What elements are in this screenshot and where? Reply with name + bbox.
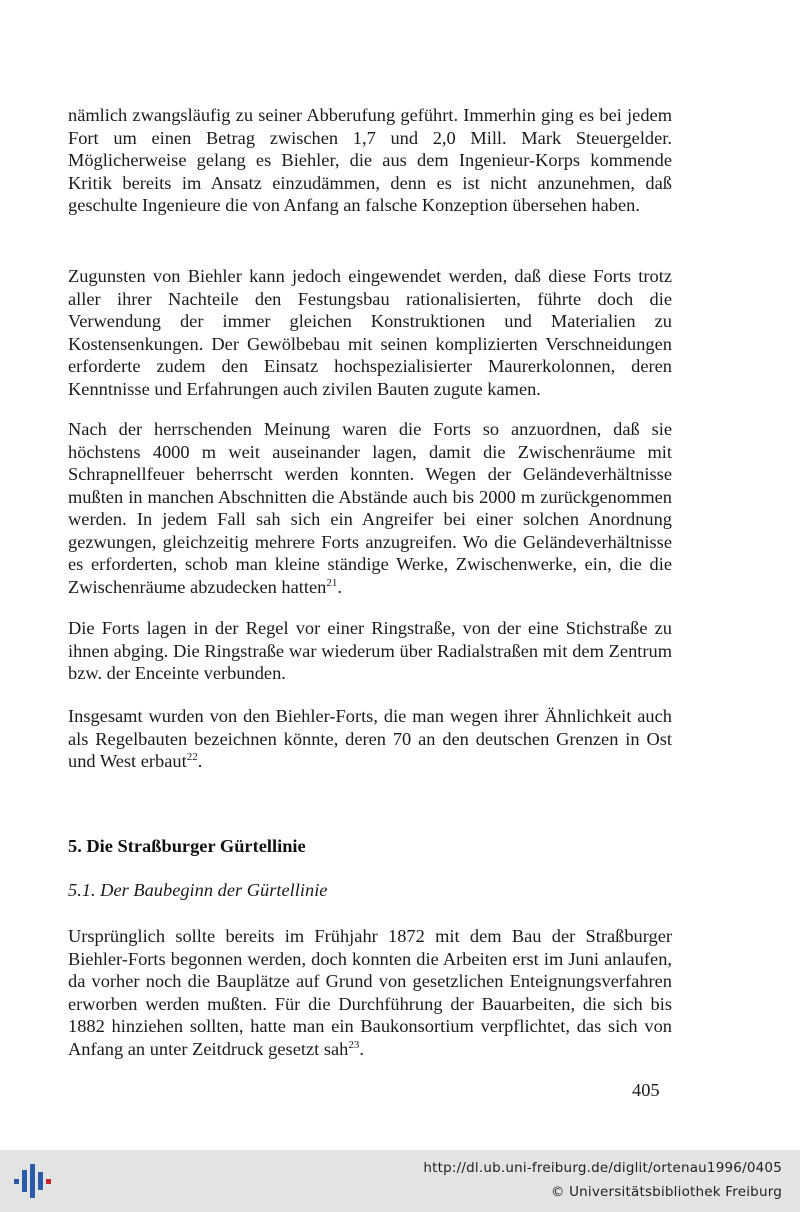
paragraph-text: nämlich zwangsläufig zu seiner Abberufung geführt. Immerhin ging es bei jedem Fort um einen Betrag zwischen 1,7 und 2,0 Mill. Mark Steuergelder. Möglicherweise gelang es Biehler, die aus dem Ingenieur-Korps kommende Kritik bereits im Ansatz einzudämmen, denn es ist nicht anzunehmen, daß geschulte Ingenieure die von Anfang an falsche Konzeption übersehen haben. — [68, 105, 672, 215]
paragraph-tail: . — [359, 1038, 364, 1059]
document-url-link[interactable]: http://dl.ub.uni-freiburg.de/diglit/ortenau1996/0405 — [423, 1160, 782, 1176]
paragraph-1 — [68, 104, 672, 217]
paragraph-4 — [68, 617, 672, 685]
paragraph-3 — [68, 418, 672, 598]
paragraph-text: Zugunsten von Biehler kann jedoch eingewendet werden, daß diese Forts trotz aller ihrer Nachteile den Festungsbau rationalisierten, führte doch die Verwendung der immer gleichen Konstruktionen und Materialien zu Kostensenkungen. Der Gewölbebau mit seinen komplizierten Verschneidungen erforderte zudem den Einsatz hochspezialisierter Maurerkolonnen, deren Kenntnisse und Erfahrungen auch zivilen Bauten zugute kamen. — [68, 266, 672, 399]
copyright-notice: © Universitätsbibliothek Freiburg — [550, 1184, 782, 1200]
paragraph-2 — [68, 265, 672, 400]
subsection-heading: 5.1. Der Baubeginn der Gürtellinie — [68, 880, 328, 900]
section-heading: 5. Die Straßburger Gürtellinie — [68, 836, 306, 856]
digital-library-footer — [0, 1150, 800, 1212]
paragraph-text: Die Forts lagen in der Regel vor einer Ringstraße, von der eine Stichstraße zu ihnen abging. Die Ringstraße war wiederum über Radialstraßen mit dem Zentrum bzw. der Enceinte verbunden. — [68, 618, 672, 683]
paragraph-5 — [68, 705, 672, 773]
paragraph-text: Ursprünglich sollte bereits im Frühjahr 1872 mit dem Bau der Straßburger Biehler-Forts begonnen werden, doch konnten die Arbeiten erst im Juni anlaufen, da vorher noch die Bauplätze auf Grund von gesetzlichen Enteignungsverfahren erworben werden mußten. Für die Durchführung der Bauarbeiten, die sich bis 1882 hinziehen sollten, hatte man ein Baukonsortium verpflichtet, das sich von Anfang an unter Zeitdruck gesetzt sah — [68, 926, 672, 1059]
ub-freiburg-logo-icon[interactable] — [12, 1162, 52, 1200]
page-number: 405 — [632, 1080, 660, 1100]
footnote-ref[interactable]: 21 — [326, 576, 338, 589]
paragraph-text: Nach der herrschenden Meinung waren die Forts so anzuordnen, daß sie höchstens 4000 m weit auseinander lagen, damit die Zwischenräume mit Schrapnellfeuer beherrscht werden konnten. Wegen der Geländeverhältnisse mußten in manchen Abschnitten die Abstände auch bis 2000 m zurückgenommen werden. In jedem Fall sah sich ein Angreifer bei einer solchen Anordnung gezwungen, gleichzeitig mehrere Forts anzugreifen. Wo die Geländeverhältnisse es erforderten, schob man kleine ständige Werke, Zwischenwerke, ein, die die Zwischenräume abzudecken hatten — [68, 419, 672, 597]
paragraph-tail: . — [337, 576, 342, 597]
footnote-ref[interactable]: 22 — [186, 750, 198, 763]
footnote-ref[interactable]: 23 — [348, 1038, 360, 1051]
paragraph-6 — [68, 925, 672, 1060]
paragraph-tail: . — [197, 751, 203, 771]
paragraph-text: Insgesamt wurden von den Biehler-Forts, die man wegen ihrer Ähnlichkeit auch als Regelbauten bezeichnen könnte, deren 70 an den deutschen Grenzen in Ost und West erbaut — [68, 706, 672, 771]
